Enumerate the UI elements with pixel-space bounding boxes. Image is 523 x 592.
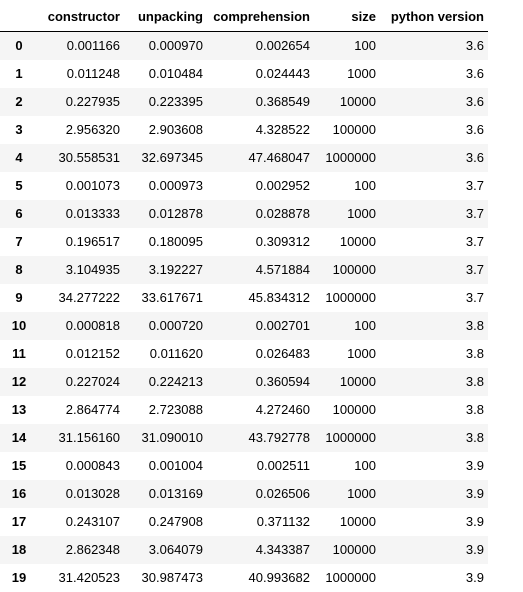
table-row bbox=[0, 424, 488, 452]
table-row bbox=[0, 564, 488, 592]
table-row bbox=[0, 368, 488, 396]
cell-constructor: 0.012152 bbox=[38, 340, 124, 368]
row-index: 10 bbox=[0, 312, 38, 340]
cell-comprehension: 0.002701 bbox=[207, 312, 314, 340]
cell-unpacking: 0.011620 bbox=[124, 340, 207, 368]
cell-python-version: 3.8 bbox=[380, 396, 488, 424]
column-header-comprehension: comprehension bbox=[207, 3, 314, 32]
cell-python-version: 3.7 bbox=[380, 172, 488, 200]
cell-unpacking: 31.090010 bbox=[124, 424, 207, 452]
cell-size: 100 bbox=[314, 32, 380, 61]
cell-size: 1000000 bbox=[314, 284, 380, 312]
table-header bbox=[0, 3, 488, 32]
cell-comprehension: 0.360594 bbox=[207, 368, 314, 396]
cell-python-version: 3.9 bbox=[380, 452, 488, 480]
cell-comprehension: 0.026483 bbox=[207, 340, 314, 368]
table-row bbox=[0, 116, 488, 144]
cell-constructor: 2.864774 bbox=[38, 396, 124, 424]
table-row bbox=[0, 228, 488, 256]
cell-python-version: 3.8 bbox=[380, 368, 488, 396]
row-index: 5 bbox=[0, 172, 38, 200]
cell-comprehension: 45.834312 bbox=[207, 284, 314, 312]
row-index: 13 bbox=[0, 396, 38, 424]
column-header-size: size bbox=[314, 3, 380, 32]
cell-unpacking: 0.001004 bbox=[124, 452, 207, 480]
cell-python-version: 3.7 bbox=[380, 228, 488, 256]
cell-constructor: 0.227935 bbox=[38, 88, 124, 116]
cell-size: 100000 bbox=[314, 256, 380, 284]
cell-size: 1000000 bbox=[314, 564, 380, 592]
cell-comprehension: 43.792778 bbox=[207, 424, 314, 452]
cell-comprehension: 0.309312 bbox=[207, 228, 314, 256]
cell-unpacking: 0.224213 bbox=[124, 368, 207, 396]
cell-size: 10000 bbox=[314, 228, 380, 256]
cell-comprehension: 4.328522 bbox=[207, 116, 314, 144]
cell-unpacking: 30.987473 bbox=[124, 564, 207, 592]
cell-comprehension: 4.571884 bbox=[207, 256, 314, 284]
cell-constructor: 34.277222 bbox=[38, 284, 124, 312]
cell-comprehension: 47.468047 bbox=[207, 144, 314, 172]
cell-python-version: 3.7 bbox=[380, 256, 488, 284]
cell-unpacking: 3.192227 bbox=[124, 256, 207, 284]
row-index: 11 bbox=[0, 340, 38, 368]
row-index: 4 bbox=[0, 144, 38, 172]
cell-constructor: 31.156160 bbox=[38, 424, 124, 452]
row-index: 3 bbox=[0, 116, 38, 144]
cell-unpacking: 32.697345 bbox=[124, 144, 207, 172]
cell-size: 100000 bbox=[314, 396, 380, 424]
cell-size: 1000000 bbox=[314, 144, 380, 172]
cell-unpacking: 33.617671 bbox=[124, 284, 207, 312]
cell-python-version: 3.9 bbox=[380, 536, 488, 564]
cell-size: 1000 bbox=[314, 60, 380, 88]
cell-unpacking: 0.247908 bbox=[124, 508, 207, 536]
table-row bbox=[0, 32, 488, 61]
cell-size: 10000 bbox=[314, 508, 380, 536]
table-row bbox=[0, 144, 488, 172]
cell-constructor: 0.013333 bbox=[38, 200, 124, 228]
table-row bbox=[0, 480, 488, 508]
row-index: 14 bbox=[0, 424, 38, 452]
cell-python-version: 3.8 bbox=[380, 424, 488, 452]
table-row bbox=[0, 340, 488, 368]
cell-unpacking: 0.012878 bbox=[124, 200, 207, 228]
row-index: 19 bbox=[0, 564, 38, 592]
cell-size: 10000 bbox=[314, 88, 380, 116]
cell-unpacking: 0.010484 bbox=[124, 60, 207, 88]
cell-comprehension: 0.371132 bbox=[207, 508, 314, 536]
cell-python-version: 3.7 bbox=[380, 200, 488, 228]
cell-size: 10000 bbox=[314, 368, 380, 396]
cell-constructor: 0.011248 bbox=[38, 60, 124, 88]
table-row bbox=[0, 452, 488, 480]
cell-size: 100000 bbox=[314, 536, 380, 564]
cell-unpacking: 0.180095 bbox=[124, 228, 207, 256]
cell-comprehension: 0.002654 bbox=[207, 32, 314, 61]
cell-comprehension: 0.002511 bbox=[207, 452, 314, 480]
cell-python-version: 3.6 bbox=[380, 144, 488, 172]
cell-unpacking: 0.000973 bbox=[124, 172, 207, 200]
row-index: 16 bbox=[0, 480, 38, 508]
table-body bbox=[0, 32, 488, 592]
row-index: 2 bbox=[0, 88, 38, 116]
cell-python-version: 3.9 bbox=[380, 480, 488, 508]
cell-constructor: 0.243107 bbox=[38, 508, 124, 536]
cell-unpacking: 0.223395 bbox=[124, 88, 207, 116]
row-index: 12 bbox=[0, 368, 38, 396]
table-row bbox=[0, 312, 488, 340]
cell-python-version: 3.6 bbox=[380, 116, 488, 144]
table-row bbox=[0, 88, 488, 116]
table-row bbox=[0, 172, 488, 200]
cell-constructor: 0.001166 bbox=[38, 32, 124, 61]
header-row bbox=[0, 3, 488, 32]
cell-size: 100 bbox=[314, 312, 380, 340]
cell-size: 1000 bbox=[314, 200, 380, 228]
cell-python-version: 3.6 bbox=[380, 32, 488, 61]
table-row bbox=[0, 256, 488, 284]
table-row bbox=[0, 396, 488, 424]
column-header-unpacking: unpacking bbox=[124, 3, 207, 32]
table-row bbox=[0, 536, 488, 564]
row-index: 0 bbox=[0, 32, 38, 61]
cell-unpacking: 3.064079 bbox=[124, 536, 207, 564]
cell-constructor: 0.196517 bbox=[38, 228, 124, 256]
cell-python-version: 3.9 bbox=[380, 508, 488, 536]
cell-constructor: 0.000843 bbox=[38, 452, 124, 480]
cell-unpacking: 2.903608 bbox=[124, 116, 207, 144]
cell-python-version: 3.9 bbox=[380, 564, 488, 592]
row-index: 8 bbox=[0, 256, 38, 284]
cell-unpacking: 0.000720 bbox=[124, 312, 207, 340]
cell-size: 100000 bbox=[314, 116, 380, 144]
cell-constructor: 31.420523 bbox=[38, 564, 124, 592]
cell-constructor: 3.104935 bbox=[38, 256, 124, 284]
column-header-python-version: python version bbox=[380, 3, 488, 32]
cell-unpacking: 0.000970 bbox=[124, 32, 207, 61]
row-index: 7 bbox=[0, 228, 38, 256]
cell-python-version: 3.7 bbox=[380, 284, 488, 312]
row-index: 9 bbox=[0, 284, 38, 312]
cell-comprehension: 4.343387 bbox=[207, 536, 314, 564]
cell-size: 1000000 bbox=[314, 424, 380, 452]
row-index: 15 bbox=[0, 452, 38, 480]
cell-comprehension: 0.024443 bbox=[207, 60, 314, 88]
cell-unpacking: 0.013169 bbox=[124, 480, 207, 508]
cell-constructor: 0.000818 bbox=[38, 312, 124, 340]
cell-constructor: 30.558531 bbox=[38, 144, 124, 172]
cell-comprehension: 0.368549 bbox=[207, 88, 314, 116]
cell-comprehension: 0.026506 bbox=[207, 480, 314, 508]
cell-python-version: 3.8 bbox=[380, 340, 488, 368]
cell-constructor: 2.862348 bbox=[38, 536, 124, 564]
row-index: 18 bbox=[0, 536, 38, 564]
cell-python-version: 3.8 bbox=[380, 312, 488, 340]
table-row bbox=[0, 200, 488, 228]
cell-unpacking: 2.723088 bbox=[124, 396, 207, 424]
cell-comprehension: 40.993682 bbox=[207, 564, 314, 592]
dataframe-table bbox=[0, 3, 488, 592]
cell-comprehension: 0.002952 bbox=[207, 172, 314, 200]
table-row bbox=[0, 284, 488, 312]
cell-size: 1000 bbox=[314, 340, 380, 368]
column-header-constructor: constructor bbox=[38, 3, 124, 32]
cell-python-version: 3.6 bbox=[380, 88, 488, 116]
cell-size: 1000 bbox=[314, 480, 380, 508]
index-header bbox=[0, 3, 38, 32]
table-row bbox=[0, 508, 488, 536]
cell-python-version: 3.6 bbox=[380, 60, 488, 88]
cell-constructor: 2.956320 bbox=[38, 116, 124, 144]
table-row bbox=[0, 60, 488, 88]
row-index: 1 bbox=[0, 60, 38, 88]
row-index: 17 bbox=[0, 508, 38, 536]
cell-constructor: 0.001073 bbox=[38, 172, 124, 200]
cell-constructor: 0.013028 bbox=[38, 480, 124, 508]
cell-comprehension: 4.272460 bbox=[207, 396, 314, 424]
row-index: 6 bbox=[0, 200, 38, 228]
cell-size: 100 bbox=[314, 172, 380, 200]
cell-constructor: 0.227024 bbox=[38, 368, 124, 396]
cell-comprehension: 0.028878 bbox=[207, 200, 314, 228]
cell-size: 100 bbox=[314, 452, 380, 480]
